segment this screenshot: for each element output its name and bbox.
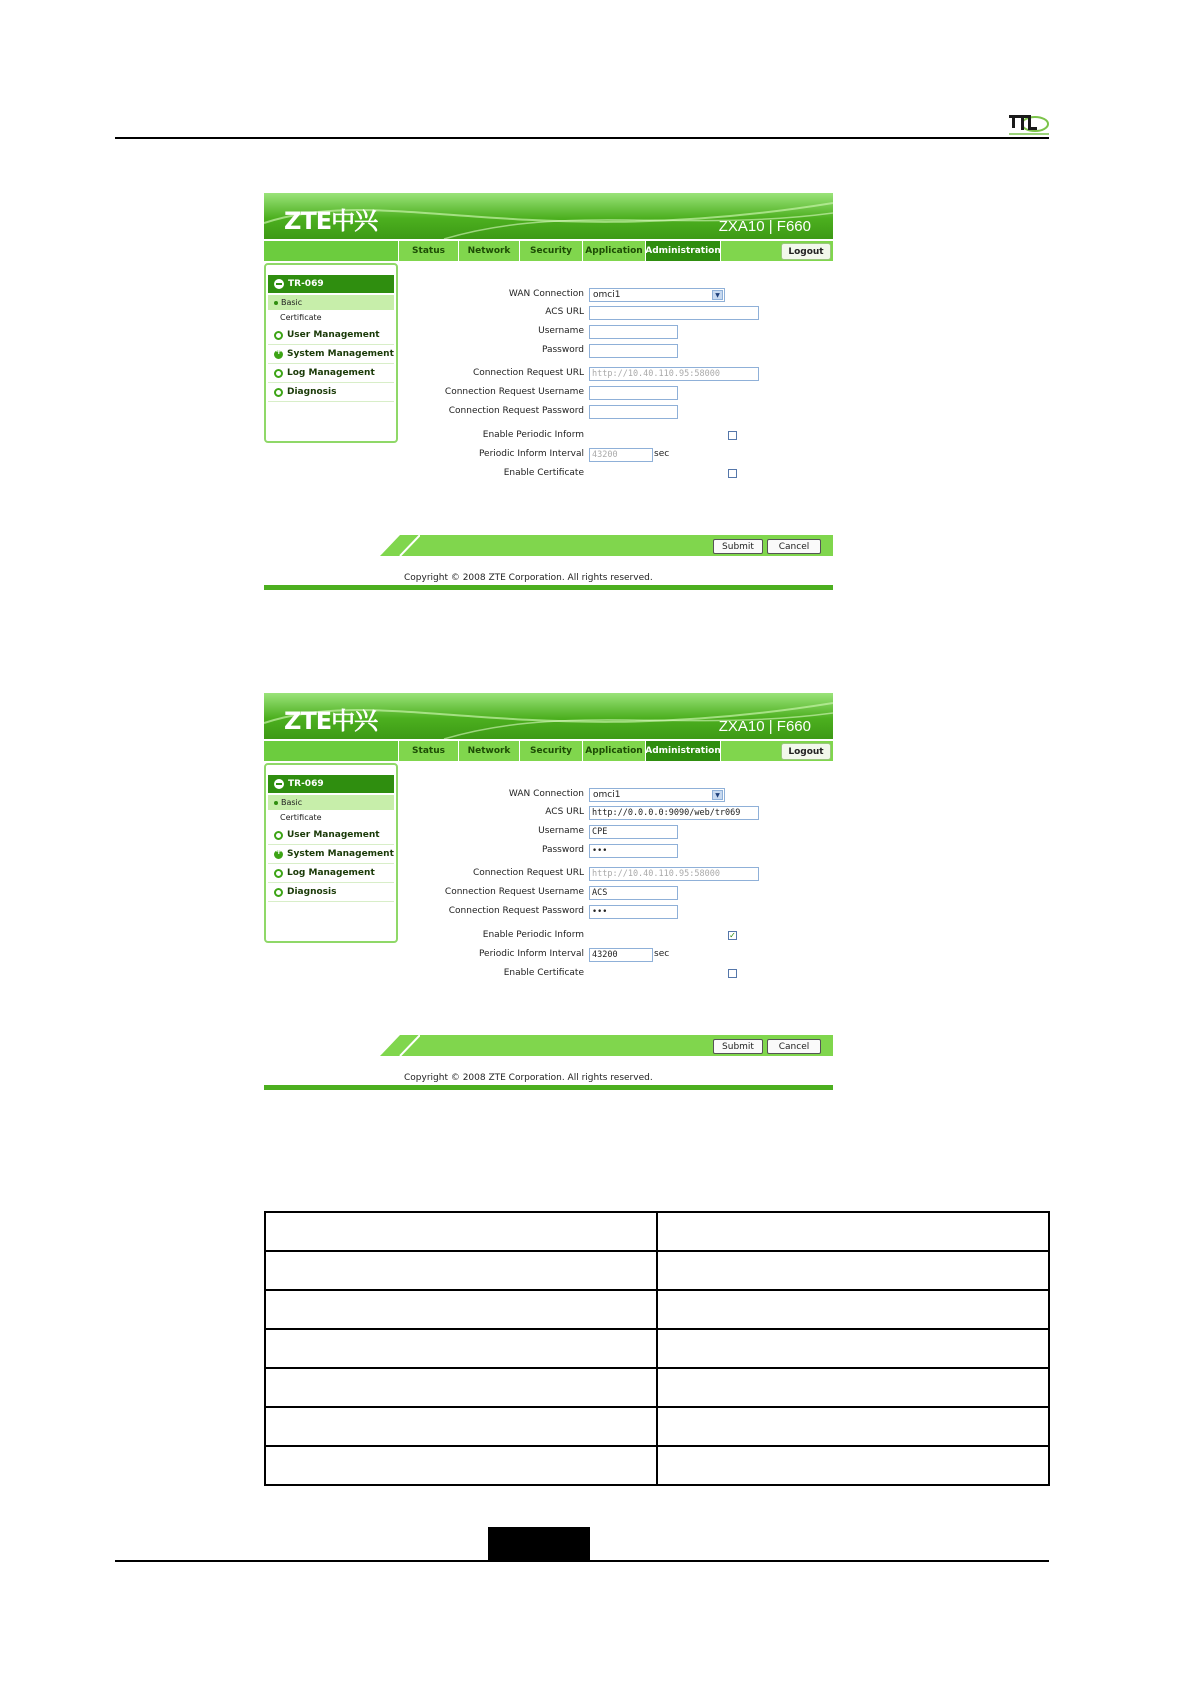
table-cell: [265, 1446, 657, 1485]
table-row: [265, 1329, 1049, 1368]
router-screenshot-1: [264, 193, 833, 591]
table-cell: [657, 1446, 1049, 1485]
sidebar-item-system-management[interactable]: + System Management: [268, 345, 394, 364]
conn-req-password-input[interactable]: •••: [589, 905, 678, 919]
top-nav: [264, 241, 833, 261]
sidebar-item-diagnosis[interactable]: Diagnosis: [268, 383, 394, 402]
header-rule: [115, 137, 1049, 139]
sidebar-item-certificate[interactable]: Certificate: [280, 313, 322, 322]
password-input[interactable]: [589, 344, 678, 358]
table-cell: [657, 1368, 1049, 1407]
conn-req-username-input[interactable]: ACS: [589, 886, 678, 900]
enable-periodic-label: Enable Periodic Inform: [482, 430, 584, 440]
sidebar-item-basic[interactable]: Basic: [268, 795, 394, 810]
parameter-table: [264, 1211, 1050, 1486]
table-row: [265, 1368, 1049, 1407]
tab-administration[interactable]: Administration: [645, 741, 720, 761]
periodic-interval-label: Periodic Inform Interval: [478, 949, 584, 959]
tab-application[interactable]: Application: [582, 741, 645, 761]
top-nav: [264, 741, 833, 761]
sidebar: [264, 263, 398, 443]
periodic-interval-input[interactable]: 43200: [589, 948, 653, 962]
sidebar: [264, 763, 398, 943]
cancel-button[interactable]: Cancel: [767, 539, 821, 554]
table-cell: [265, 1368, 657, 1407]
acs-url-input[interactable]: http://0.0.0.0:9090/web/tr069: [589, 806, 759, 820]
chevron-down-icon: ▼: [712, 790, 723, 800]
username-input[interactable]: CPE: [589, 825, 678, 839]
tab-status[interactable]: Status: [398, 741, 458, 761]
sidebar-section-tr069[interactable]: TR-069: [268, 275, 394, 293]
tab-network[interactable]: Network: [458, 741, 519, 761]
enable-cert-checkbox[interactable]: [728, 969, 737, 978]
device-model: ZXA10 | F660: [718, 718, 811, 735]
collapse-icon: [274, 779, 284, 789]
tab-application[interactable]: Application: [582, 241, 645, 261]
submit-button[interactable]: Submit: [713, 539, 763, 554]
table-row: [265, 1251, 1049, 1290]
tab-administration[interactable]: Administration: [645, 241, 720, 261]
password-input[interactable]: •••: [589, 844, 678, 858]
username-label: Username: [538, 826, 584, 836]
tab-security[interactable]: Security: [519, 741, 582, 761]
sidebar-item-certificate[interactable]: Certificate: [280, 813, 322, 822]
sidebar-item-user-management[interactable]: User Management: [268, 326, 394, 345]
circle-icon: [274, 331, 283, 340]
logout-button[interactable]: Logout: [781, 243, 831, 260]
username-input[interactable]: [589, 325, 678, 339]
footer-bar: [264, 585, 833, 590]
sidebar-section-tr069[interactable]: TR-069: [268, 775, 394, 793]
conn-req-url-input: http://10.40.110.95:58000: [589, 867, 759, 881]
brand-logo: ZTE中兴: [284, 207, 378, 235]
circle-icon: [274, 869, 283, 878]
tab-security[interactable]: Security: [519, 241, 582, 261]
enable-cert-checkbox[interactable]: [728, 469, 737, 478]
table-row: [265, 1446, 1049, 1485]
table-cell: [657, 1407, 1049, 1446]
logout-button[interactable]: Logout: [781, 743, 831, 760]
acs-url-input[interactable]: [589, 306, 759, 320]
table-cell: [265, 1407, 657, 1446]
chevron-down-icon: ▼: [712, 290, 723, 300]
password-label: Password: [541, 345, 584, 355]
expand-icon: [274, 350, 283, 359]
enable-periodic-label: Enable Periodic Inform: [482, 930, 584, 940]
periodic-interval-label: Periodic Inform Interval: [478, 449, 584, 459]
action-bar: [380, 535, 833, 556]
conn-req-password-input[interactable]: [589, 405, 678, 419]
sidebar-item-log-management[interactable]: Log Management: [268, 364, 394, 383]
conn-req-username-label: Connection Request Username: [444, 887, 584, 897]
wan-connection-label: WAN Connection: [508, 289, 584, 299]
table-cell: [657, 1290, 1049, 1329]
circle-icon: [274, 388, 283, 397]
collapse-icon: [274, 279, 284, 289]
enable-cert-label: Enable Certificate: [503, 968, 584, 978]
conn-req-username-label: Connection Request Username: [444, 387, 584, 397]
copyright: Copyright © 2008 ZTE Corporation. All rights reserved.: [404, 573, 653, 583]
bullet-icon: [274, 801, 278, 805]
periodic-interval-input: 43200: [589, 448, 653, 462]
password-label: Password: [541, 845, 584, 855]
table-cell: [657, 1329, 1049, 1368]
table-row: [265, 1212, 1049, 1251]
sidebar-item-user-management[interactable]: User Management: [268, 826, 394, 845]
enable-cert-label: Enable Certificate: [503, 468, 584, 478]
sidebar-item-basic[interactable]: Basic: [268, 295, 394, 310]
expand-icon: [274, 850, 283, 859]
circle-icon: [274, 888, 283, 897]
device-model: ZXA10 | F660: [718, 218, 811, 235]
table-cell: [265, 1251, 657, 1290]
circle-icon: [274, 369, 283, 378]
brand-logo: ZTE中兴: [284, 707, 378, 735]
table-cell: [657, 1251, 1049, 1290]
interval-unit: sec: [654, 949, 670, 959]
enable-periodic-checkbox[interactable]: [728, 431, 737, 440]
wan-connection-select[interactable]: omci1 ▼: [589, 288, 725, 302]
footer-bar: [264, 1085, 833, 1090]
conn-req-url-label: Connection Request URL: [472, 868, 584, 878]
interval-unit: sec: [654, 449, 670, 459]
banner: [264, 193, 833, 239]
tab-status[interactable]: Status: [398, 241, 458, 261]
table-row: [265, 1407, 1049, 1446]
banner: [264, 693, 833, 739]
wan-connection-label: WAN Connection: [508, 789, 584, 799]
action-bar: [380, 1035, 833, 1056]
sidebar-item-log-management[interactable]: Log Management: [268, 864, 394, 883]
table-cell: [265, 1212, 657, 1251]
table-cell: [265, 1329, 657, 1368]
wan-connection-select[interactable]: omci1 ▼: [589, 788, 725, 802]
acs-url-label: ACS URL: [545, 307, 584, 317]
submit-button[interactable]: Submit: [713, 1039, 763, 1054]
tab-network[interactable]: Network: [458, 241, 519, 261]
enable-periodic-checkbox[interactable]: ✓: [729, 931, 736, 940]
table-cell: [265, 1290, 657, 1329]
jtl-logo-icon: [1008, 112, 1050, 138]
table-cell: [657, 1212, 1049, 1251]
sidebar-item-diagnosis[interactable]: Diagnosis: [268, 883, 394, 902]
circle-icon: [274, 831, 283, 840]
conn-req-url-input: http://10.40.110.95:58000: [589, 367, 759, 381]
conn-req-password-label: Connection Request Password: [448, 906, 584, 916]
conn-req-url-label: Connection Request URL: [472, 368, 584, 378]
page-number-tab: [488, 1527, 590, 1561]
conn-req-username-input[interactable]: [589, 386, 678, 400]
copyright: Copyright © 2008 ZTE Corporation. All rights reserved.: [404, 1073, 653, 1083]
conn-req-password-label: Connection Request Password: [448, 406, 584, 416]
cancel-button[interactable]: Cancel: [767, 1039, 821, 1054]
sidebar-item-system-management[interactable]: + System Management: [268, 845, 394, 864]
table-row: [265, 1290, 1049, 1329]
acs-url-label: ACS URL: [545, 807, 584, 817]
bullet-icon: [274, 301, 278, 305]
router-screenshot-2: [264, 693, 833, 1091]
footer-rule: [115, 1560, 1049, 1562]
username-label: Username: [538, 326, 584, 336]
